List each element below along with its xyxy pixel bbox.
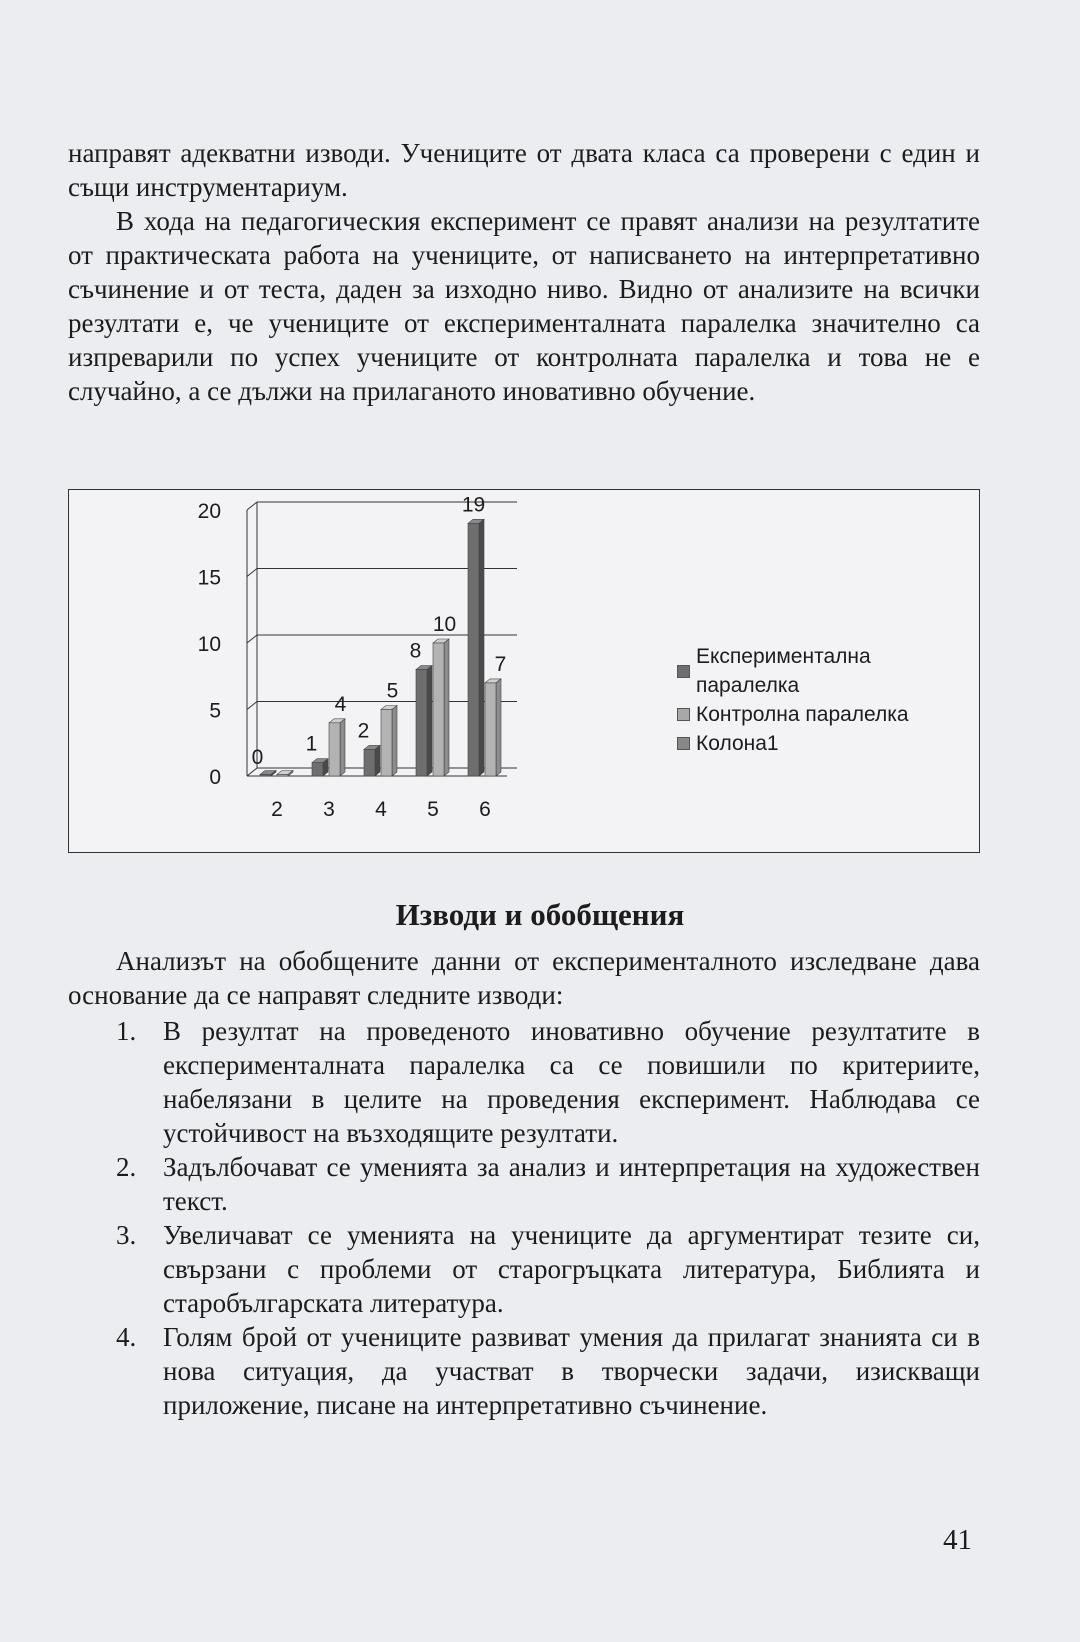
legend-swatch [677, 708, 690, 721]
data-label: 5 [386, 679, 399, 703]
intro-paragraph: Анализът на обобщените данни от експерименталното изследване дава основание да се направят следните изводи: [68, 946, 980, 1010]
bar [485, 683, 496, 776]
y-tick-label: 20 [197, 500, 221, 523]
bar [468, 523, 479, 776]
bar [381, 710, 392, 777]
data-label: 2 [357, 719, 370, 743]
list-item [68, 1320, 980, 1422]
bar-side [340, 719, 345, 776]
y-tick-label: 10 [197, 633, 221, 656]
list-item [68, 1014, 980, 1150]
section-heading: Изводи и обобщения [395, 897, 685, 932]
list-number: 2. [116, 1152, 137, 1182]
legend-label: Контролна паралелка [696, 703, 909, 726]
list-number: 3. [116, 1220, 137, 1250]
bar-side [444, 639, 449, 776]
bar-side [479, 519, 484, 776]
bar [277, 775, 288, 777]
data-label: 19 [461, 493, 486, 517]
conclusions-list-wrap [68, 1014, 980, 1422]
legend-swatch [677, 665, 690, 678]
bar [416, 670, 427, 776]
legend-label: Експериментална паралелка [695, 645, 871, 697]
gridline-depth [247, 702, 257, 710]
list-number: 4. [116, 1322, 137, 1352]
y-tick-label: 0 [209, 766, 221, 789]
x-tick-label: 3 [323, 798, 335, 821]
gridline-depth [247, 569, 257, 577]
legend-swatch [677, 737, 690, 750]
gridline-depth [247, 768, 257, 776]
list-text: Голям брой от учениците развиват умения да прилагат знанията си в нова ситуация, да участват в творчески задачи, изискващи приложение, писане на интерпретативно съчинение. [163, 1322, 980, 1420]
list-item [68, 1218, 980, 1320]
x-tick-label: 6 [479, 798, 491, 821]
gridline-depth [247, 502, 257, 510]
data-label: 0 [251, 746, 264, 769]
list-text: Задълбочават се уменията за анализ и интерпретация на художествен текст. [163, 1152, 980, 1216]
conclusions-list [68, 1014, 980, 1422]
x-tick-label: 2 [271, 798, 283, 821]
paragraph-analysis: В хода на педагогическия експеримент се правят анализи на резултатите от практическата работа на учениците, от написването на интерпретативно съчинение и от теста, даден за изходно ниво. Видно от анализите на всички резултати е, че учениците от експерименталната паралелка значително са изпреварили по успех учениците от контролната паралелка и това не е случайно, а се дължи на прилаганото иновативно обучение. [68, 206, 980, 406]
chart-legend [677, 642, 979, 758]
legend-item [677, 642, 979, 700]
bar [433, 643, 444, 776]
data-label: 1 [305, 732, 318, 756]
page-number: 41 [943, 1524, 972, 1556]
bar [329, 723, 340, 776]
gridline-depth [247, 635, 257, 643]
data-label: 8 [409, 639, 422, 663]
data-label: 10 [432, 613, 457, 636]
paragraph-continuation: направят адекватни изводи. Учениците от двата класа са проверени с един и същи инструментариум. [68, 138, 980, 202]
legend-item [677, 729, 979, 758]
x-tick-label: 5 [427, 798, 439, 821]
bar-side [496, 679, 501, 776]
intro-block [68, 944, 980, 1012]
list-text: В резултат на проведеното иновативно обучение резултатите в експерименталната паралелка са се повишили по критериите, набелязани в целите на проведения експеримент. Наблюдава се устойчивост на възходящите резултати. [163, 1016, 980, 1148]
legend-item [677, 700, 979, 729]
y-tick-label: 15 [197, 566, 221, 590]
bar [364, 749, 375, 776]
body-text [68, 136, 980, 408]
list-number: 1. [116, 1016, 137, 1046]
data-label: 7 [494, 652, 507, 676]
bar-side [375, 745, 380, 776]
bar-side [427, 666, 432, 776]
bar-side [392, 706, 397, 777]
legend-label: Колона1 [696, 732, 779, 755]
x-tick-label: 4 [375, 798, 387, 821]
bar [312, 763, 323, 776]
list-item [68, 1150, 980, 1218]
results-chart [68, 489, 980, 853]
bar [260, 775, 271, 777]
y-tick-label: 5 [209, 699, 221, 723]
data-label: 4 [334, 692, 347, 716]
list-text: Увеличават се уменията на учениците да аргументират тезите си, свързани с проблеми от старогръцката литература, Библията и старобългарската литература. [163, 1220, 980, 1318]
